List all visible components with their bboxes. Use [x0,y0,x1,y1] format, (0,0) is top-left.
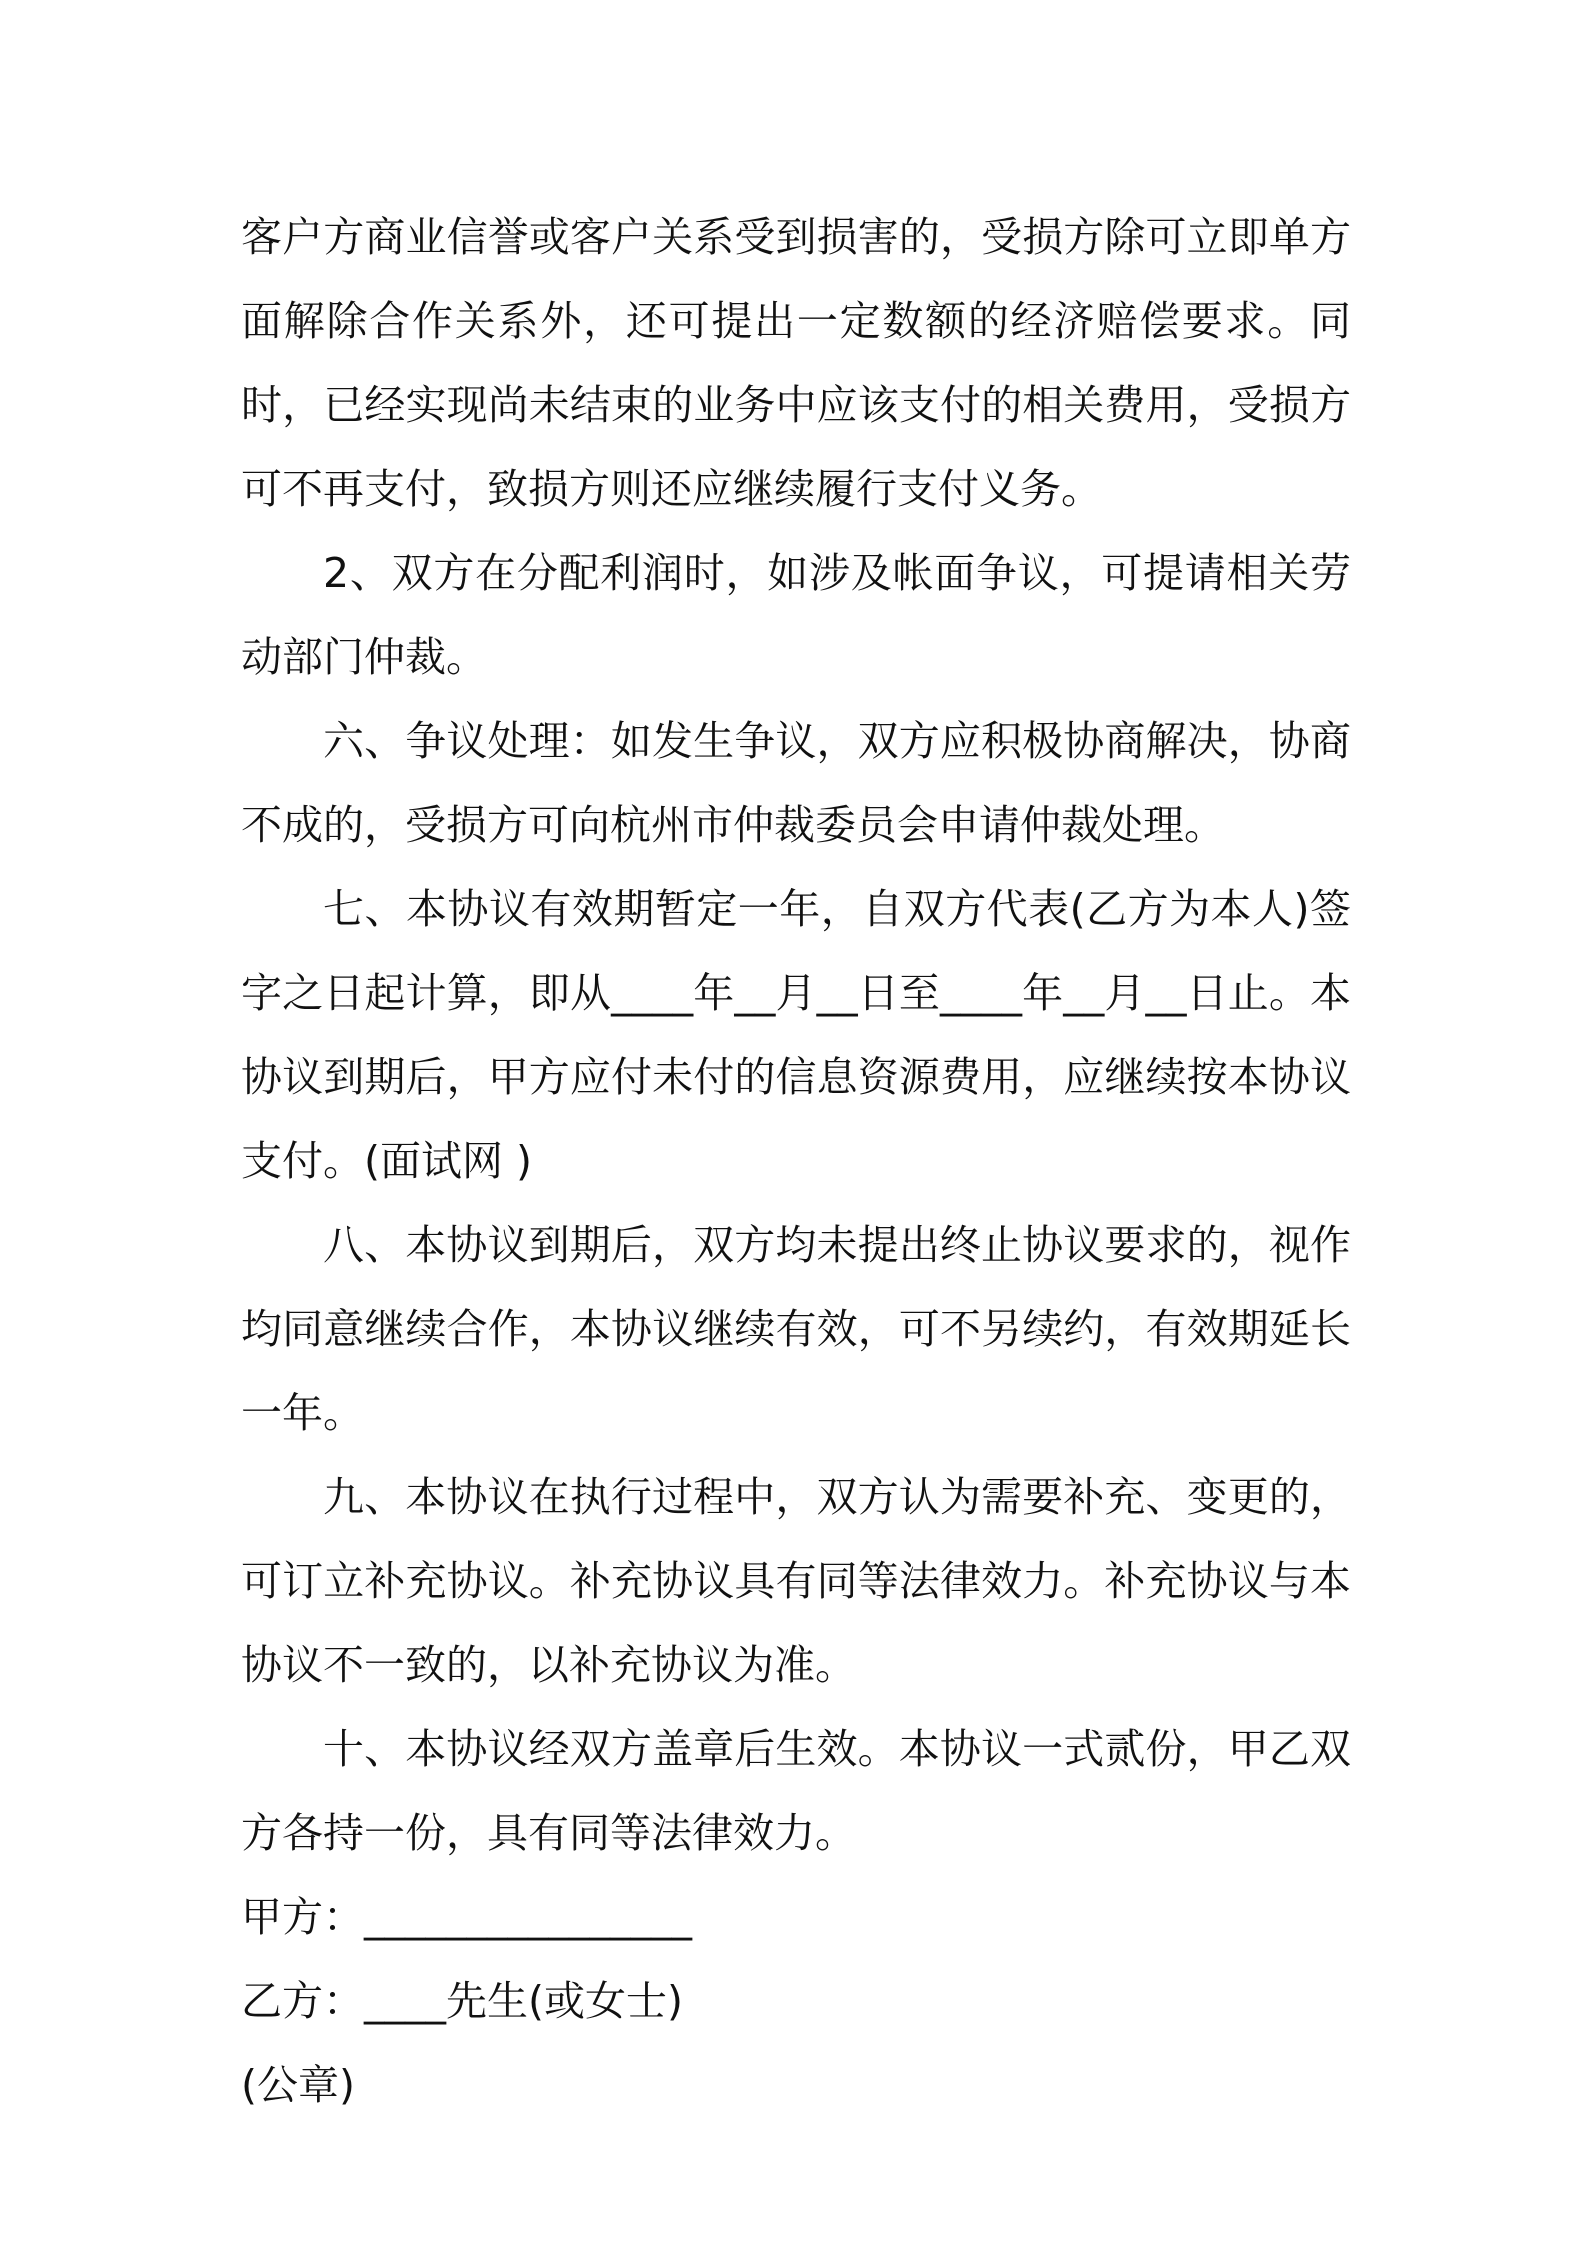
paragraph-validity-period: 七、本协议有效期暂定一年，自双方代表(乙方为本人)签字之日起计算，即从____年__月__日至____年__月__日止。本协议到期后，甲方应付未付的信息资源费用，应继续按本协议支付。(面试网 ) [241,885,1351,1185]
paragraph-supplementary-agreement: 九、本协议在执行过程中，双方认为需要补充、变更的，可订立补充协议。补充协议具有同等法律效力。补充协议与本协议不一致的，以补充协议为准。 [241,1473,1351,1689]
signature-party-b: 乙方：____先生(或女士) [241,1977,683,2025]
seal-label: (公章) [241,2061,355,2109]
paragraph-profit-dispute: 2、双方在分配利润时，如涉及帐面争议，可提请相关劳动部门仲裁。 [241,549,1351,681]
paragraph-dispute-handling: 六、争议处理：如发生争议，双方应积极协商解决，协商不成的，受损方可向杭州市仲裁委员会申请仲裁处理。 [241,717,1351,849]
paragraph-auto-renewal: 八、本协议到期后，双方均未提出终止协议要求的，视作均同意继续合作，本协议继续有效，可不另续约，有效期延长一年。 [241,1221,1351,1437]
paragraph-effectiveness: 十、本协议经双方盖章后生效。本协议一式贰份，甲乙双方各持一份，具有同等法律效力。 [241,1725,1351,1857]
document-body [241,195,1351,2127]
paragraph-continued: 客户方商业信誉或客户关系受到损害的，受损方除可立即单方面解除合作关系外，还可提出一定数额的经济赔偿要求。同时，已经实现尚未结束的业务中应该支付的相关费用，受损方可不再支付，致损方则还应继续履行支付义务。 [241,213,1351,513]
signature-party-a: 甲方：________________ [241,1893,692,1941]
